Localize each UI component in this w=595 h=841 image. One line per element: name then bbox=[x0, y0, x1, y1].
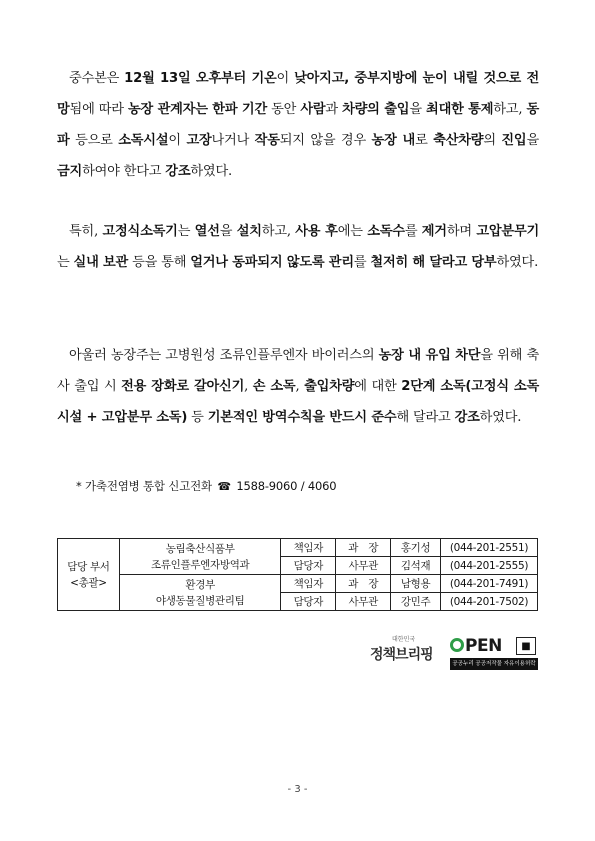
body-text: 을 bbox=[526, 133, 539, 148]
body-text: 하고, bbox=[493, 102, 527, 117]
emphasis-text: 진입 bbox=[501, 133, 527, 148]
emphasis-text: 손 소독 bbox=[252, 379, 296, 394]
policy-briefing-logo bbox=[368, 634, 442, 674]
phone-icon: ☎ bbox=[217, 480, 231, 493]
body-text: 을 bbox=[219, 224, 237, 239]
rank-cell: 사무관 bbox=[336, 557, 391, 575]
emphasis-text: 사용 후 bbox=[295, 224, 338, 239]
body-text: 는 bbox=[57, 255, 74, 270]
contact-table bbox=[57, 538, 538, 611]
briefing-logo-caption: 대한민국 bbox=[392, 636, 416, 643]
body-text: 나거나 bbox=[211, 133, 255, 148]
role-cell: 담당자 bbox=[281, 557, 336, 575]
emphasis-text: 농장 내 bbox=[371, 133, 416, 148]
role-cell: 책임자 bbox=[281, 575, 336, 593]
role-cell: 담당자 bbox=[281, 593, 336, 611]
body-text: 하여야 한다고 bbox=[82, 164, 166, 179]
table-row bbox=[58, 575, 538, 593]
phone-cell: (044-201-7502) bbox=[441, 593, 538, 611]
body-text: 중수본은 bbox=[69, 71, 125, 86]
body-text: 이 bbox=[168, 133, 187, 148]
name-cell: 김석재 bbox=[391, 557, 441, 575]
emphasis-text: 12월 13일 오후부터 기온 bbox=[124, 71, 277, 86]
body-text: 과 bbox=[325, 102, 343, 117]
body-text: 하고, bbox=[261, 224, 296, 239]
phone-cell: (044-201-7491) bbox=[441, 575, 538, 593]
open-license-bar: 공공누리 공공저작물 자유이용허락 bbox=[450, 658, 538, 670]
emphasis-text: 출입차량 bbox=[304, 379, 355, 394]
briefing-logo-text: 정책브리핑 bbox=[370, 647, 433, 663]
body-text: 에 대한 bbox=[354, 379, 402, 394]
emphasis-text: 철저히 해 달라고 당부 bbox=[370, 255, 497, 270]
name-cell: 홍기성 bbox=[391, 539, 441, 557]
emphasis-text: 최대한 통제 bbox=[426, 102, 494, 117]
role-cell: 책임자 bbox=[281, 539, 336, 557]
phone-cell: (044-201-2551) bbox=[441, 539, 538, 557]
notice-prefix: * 가축전염병 통합 신고전화 bbox=[76, 479, 212, 493]
body-text: 해 달라고 bbox=[396, 410, 455, 425]
body-text: 됨에 따라 bbox=[69, 102, 128, 117]
body-text: 동안 bbox=[266, 102, 301, 117]
kogl-open-logo bbox=[450, 636, 538, 674]
name-cell: 남형용 bbox=[391, 575, 441, 593]
emphasis-text: 얼거나 동파되지 않도록 관리 bbox=[190, 255, 354, 270]
emphasis-text: 작동 bbox=[254, 133, 280, 148]
notice-numbers: 1588-9060 / 4060 bbox=[236, 479, 337, 493]
body-text: 의 bbox=[483, 133, 502, 148]
body-text: 을 bbox=[409, 102, 427, 117]
emphasis-text: 소독수 bbox=[367, 224, 405, 239]
department-label-cell bbox=[58, 539, 120, 611]
emphasis-text: 고장 bbox=[186, 133, 212, 148]
emphasis-text: 낮아지고, 중부지방에 눈이 내릴 것으로 전망 bbox=[57, 71, 539, 117]
license-person-icon: ■ bbox=[516, 637, 536, 655]
rank-cell: 사무관 bbox=[336, 593, 391, 611]
body-text: 에는 bbox=[337, 224, 368, 239]
emphasis-text: 소독시설 bbox=[118, 133, 169, 148]
paragraph-1 bbox=[57, 63, 539, 187]
emphasis-text: 강조 bbox=[165, 164, 191, 179]
body-text: 등으로 bbox=[69, 133, 119, 148]
body-text: 등 bbox=[187, 410, 208, 425]
emphasis-text: 열선 bbox=[194, 224, 220, 239]
emphasis-text: 차량의 출입 bbox=[342, 102, 410, 117]
body-text: 를 bbox=[404, 224, 422, 239]
body-text: 하였다. bbox=[496, 255, 539, 270]
department-label: 담당 부서 bbox=[67, 560, 110, 573]
open-logo-text: PEN bbox=[450, 636, 502, 656]
body-text: , bbox=[295, 379, 305, 394]
emphasis-text: 제거 bbox=[421, 224, 447, 239]
body-text: 이 bbox=[276, 71, 295, 86]
body-text: 아울러 농장주는 고병원성 조류인플루엔자 바이러스의 bbox=[69, 348, 379, 363]
division-name: 야생동물질병관리팀 bbox=[155, 594, 245, 607]
emphasis-text: 농장 관계자는 한파 기간 bbox=[127, 102, 267, 117]
body-text: 를 bbox=[353, 255, 371, 270]
department-scope: <총괄> bbox=[70, 576, 107, 589]
phone-cell: (044-201-2555) bbox=[441, 557, 538, 575]
division-name: 조류인플루엔자방역과 bbox=[150, 558, 250, 571]
name-cell: 강민주 bbox=[391, 593, 441, 611]
emphasis-text: 농장 내 유입 차단 bbox=[378, 348, 481, 363]
emphasis-text: 사람 bbox=[300, 102, 326, 117]
emphasis-text: 금지 bbox=[57, 164, 83, 179]
department-name: 환경부 bbox=[185, 578, 215, 591]
body-text: 특히, bbox=[69, 224, 103, 239]
body-text: 되지 않을 경우 bbox=[279, 133, 372, 148]
paragraph-2 bbox=[57, 216, 539, 278]
emphasis-text: 고정식소독기 bbox=[102, 224, 178, 239]
emphasis-text: 설치 bbox=[236, 224, 262, 239]
emphasis-text: 축산차량 bbox=[433, 133, 484, 148]
paragraph-3 bbox=[57, 340, 539, 433]
page-number: - 3 - bbox=[287, 784, 308, 795]
table-row bbox=[58, 539, 538, 557]
open-o-circle-icon bbox=[450, 638, 464, 652]
emphasis-text: 2단계 소독(고정식 소독시설 + 고압분무 소독) bbox=[57, 379, 540, 425]
emphasis-text: 실내 보관 bbox=[73, 255, 129, 270]
body-text: 하며 bbox=[446, 224, 477, 239]
body-text: 는 bbox=[177, 224, 195, 239]
emphasis-text: 전용 장화로 갈아신기 bbox=[121, 379, 245, 394]
emphasis-text: 고압분무기 bbox=[476, 224, 540, 239]
department-cell bbox=[119, 575, 281, 611]
department-name: 농림축산식품부 bbox=[165, 542, 235, 555]
body-text: 등을 통해 bbox=[128, 255, 191, 270]
body-text: 로 bbox=[415, 133, 434, 148]
report-hotline-notice bbox=[76, 478, 336, 494]
emphasis-text: 기본적인 방역수칙을 반드시 준수 bbox=[207, 410, 397, 425]
emphasis-text: 강조 bbox=[454, 410, 480, 425]
rank-cell: 과 장 bbox=[336, 575, 391, 593]
body-text: 하였다. bbox=[190, 164, 232, 179]
body-text: 을 위해 축사 출입 시 bbox=[57, 348, 540, 394]
emphasis-text: 동파 bbox=[57, 102, 540, 148]
footer-logos bbox=[368, 628, 538, 680]
body-text: 하였다. bbox=[479, 410, 522, 425]
body-text: , bbox=[244, 379, 253, 394]
department-cell bbox=[119, 539, 281, 575]
rank-cell: 과 장 bbox=[336, 539, 391, 557]
